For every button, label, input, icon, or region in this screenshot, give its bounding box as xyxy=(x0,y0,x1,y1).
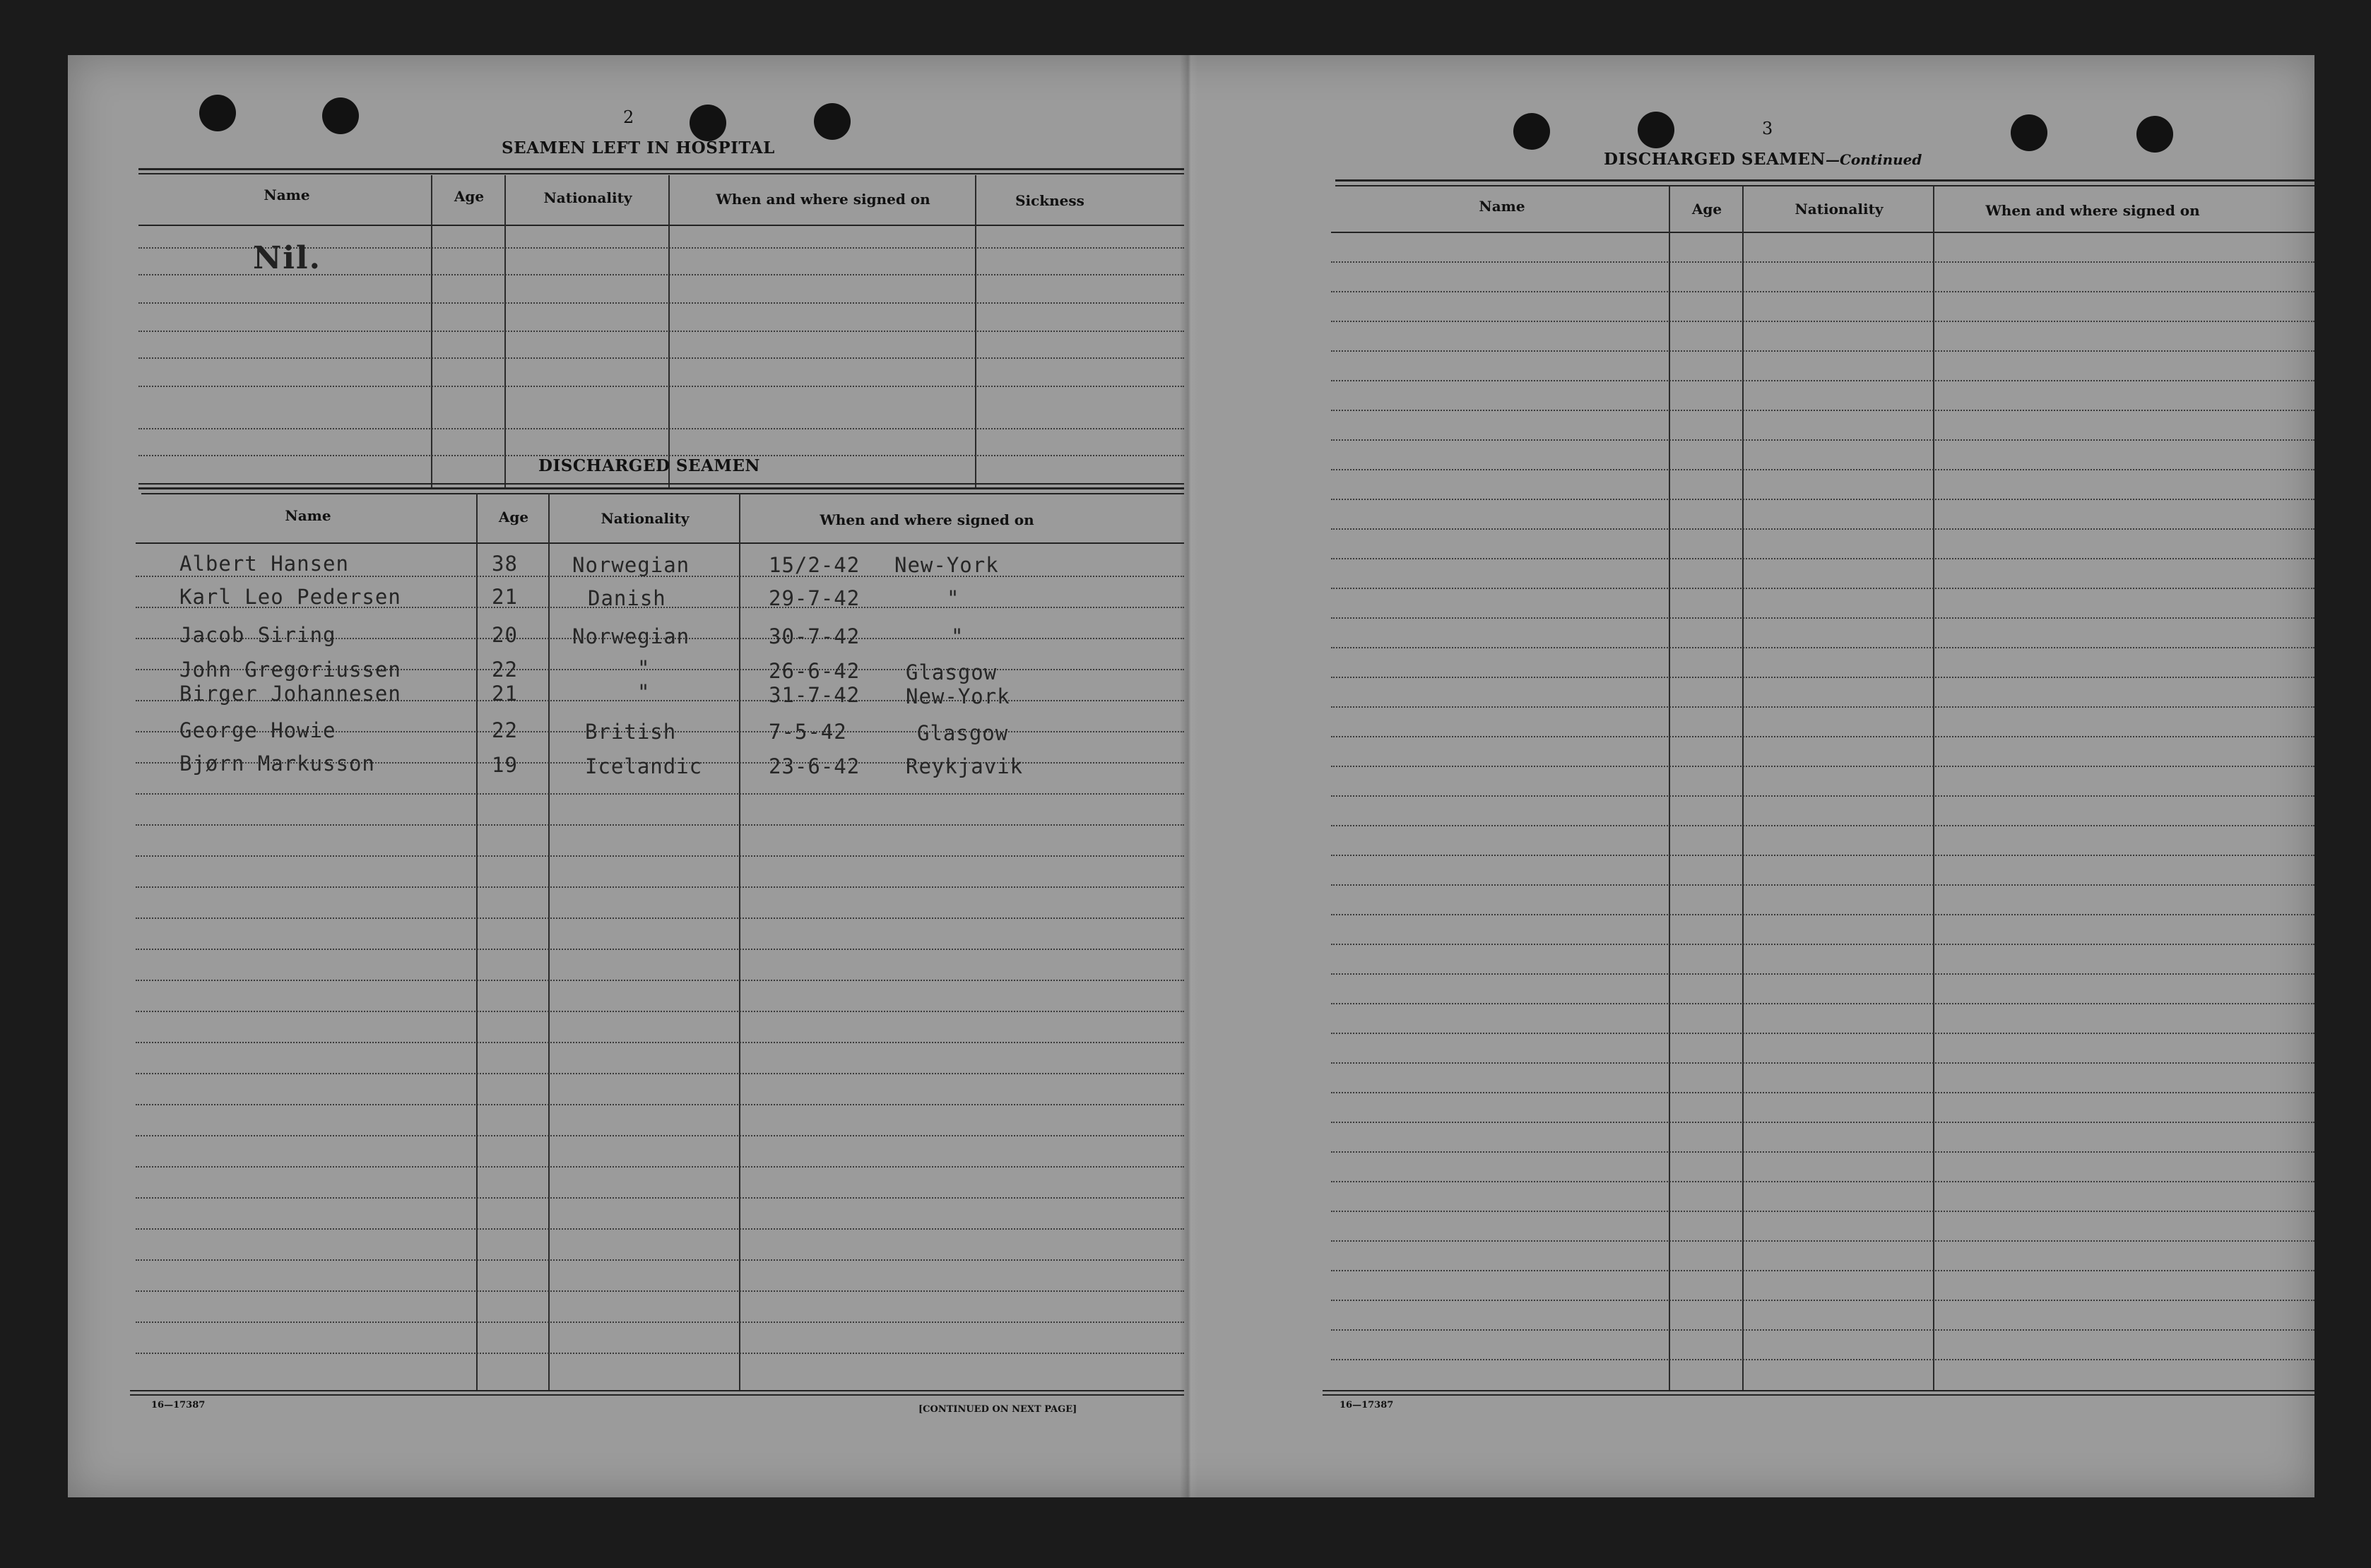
seaman-age: 20 xyxy=(492,623,518,647)
signed-on-place: " xyxy=(951,624,964,648)
signed-on-date: 30-7-42 xyxy=(769,624,861,648)
seaman-age: 21 xyxy=(492,585,518,609)
form-number: 16—17387 xyxy=(151,1400,206,1410)
title-continued: —Continued xyxy=(1825,151,1922,168)
seaman-name: Albert Hansen xyxy=(179,552,349,576)
seaman-name: Birger Johannesen xyxy=(179,682,401,706)
right-page xyxy=(1198,55,2314,1497)
col-when-where: When and where signed on xyxy=(1985,202,2200,219)
signed-on-place: New-York xyxy=(906,684,1010,708)
hospital-section-title: SEAMEN LEFT IN HOSPITAL xyxy=(502,138,775,158)
discharged-continued-title xyxy=(1604,150,1922,169)
hospital-col-age: Age xyxy=(454,188,485,205)
hospital-col-sickness: Sickness xyxy=(1015,192,1084,209)
col-nationality: Nationality xyxy=(1794,201,1884,218)
seaman-nationality: British xyxy=(585,720,677,744)
seaman-name: Karl Leo Pedersen xyxy=(179,585,401,609)
seaman-age: 19 xyxy=(492,753,518,777)
discharged-col-name: Name xyxy=(285,507,331,524)
page-number: 3 xyxy=(1762,119,1773,138)
hospital-col-nationality: Nationality xyxy=(543,189,632,206)
seaman-name: Bjørn Markusson xyxy=(179,752,375,776)
col-age: Age xyxy=(1691,201,1722,218)
form-number: 16—17387 xyxy=(1340,1400,1394,1410)
page-fold xyxy=(1180,55,1198,1497)
continued-note: [CONTINUED ON NEXT PAGE] xyxy=(918,1404,1077,1415)
signed-on-place: New-York xyxy=(894,553,999,577)
signed-on-date: 15/2-42 xyxy=(769,553,861,577)
hospital-nil-entry: Nil. xyxy=(253,240,321,276)
signed-on-place: Glasgow xyxy=(917,721,1009,745)
signed-on-date: 31-7-42 xyxy=(769,683,861,707)
hospital-col-when-where: When and where signed on xyxy=(716,191,930,208)
signed-on-date: 26-6-42 xyxy=(769,659,861,683)
seaman-age: 22 xyxy=(492,658,518,682)
title-main: DISCHARGED SEAMEN xyxy=(1604,150,1826,169)
hospital-col-name: Name xyxy=(264,186,310,203)
discharged-col-nationality: Nationality xyxy=(601,510,690,527)
seaman-name: George Howie xyxy=(179,718,336,742)
document-sheet xyxy=(68,55,2314,1497)
seaman-nationality: Danish xyxy=(588,586,666,610)
signed-on-place: Reykjavik xyxy=(906,754,1024,778)
left-page xyxy=(68,55,1180,1497)
seaman-age: 38 xyxy=(492,552,518,576)
discharged-col-age: Age xyxy=(498,509,529,525)
signed-on-date: 7-5-42 xyxy=(769,720,847,744)
seaman-name: John Gregoriussen xyxy=(179,658,401,682)
signed-on-place: Glasgow xyxy=(906,660,998,684)
signed-on-place: " xyxy=(947,586,960,610)
discharged-col-when-where: When and where signed on xyxy=(820,511,1034,528)
seaman-age: 21 xyxy=(492,682,518,706)
seaman-nationality: " xyxy=(637,656,651,680)
page-number: 2 xyxy=(623,107,634,127)
seaman-nationality: Icelandic xyxy=(585,754,703,778)
seaman-nationality: " xyxy=(637,680,651,704)
col-name: Name xyxy=(1479,198,1525,215)
seaman-age: 22 xyxy=(492,718,518,742)
seaman-nationality: Norwegian xyxy=(572,624,690,648)
seaman-nationality: Norwegian xyxy=(572,553,690,577)
signed-on-date: 29-7-42 xyxy=(769,586,861,610)
signed-on-date: 23-6-42 xyxy=(769,754,861,778)
discharged-section-title: DISCHARGED SEAMEN xyxy=(538,456,760,475)
seaman-name: Jacob Siring xyxy=(179,623,336,647)
